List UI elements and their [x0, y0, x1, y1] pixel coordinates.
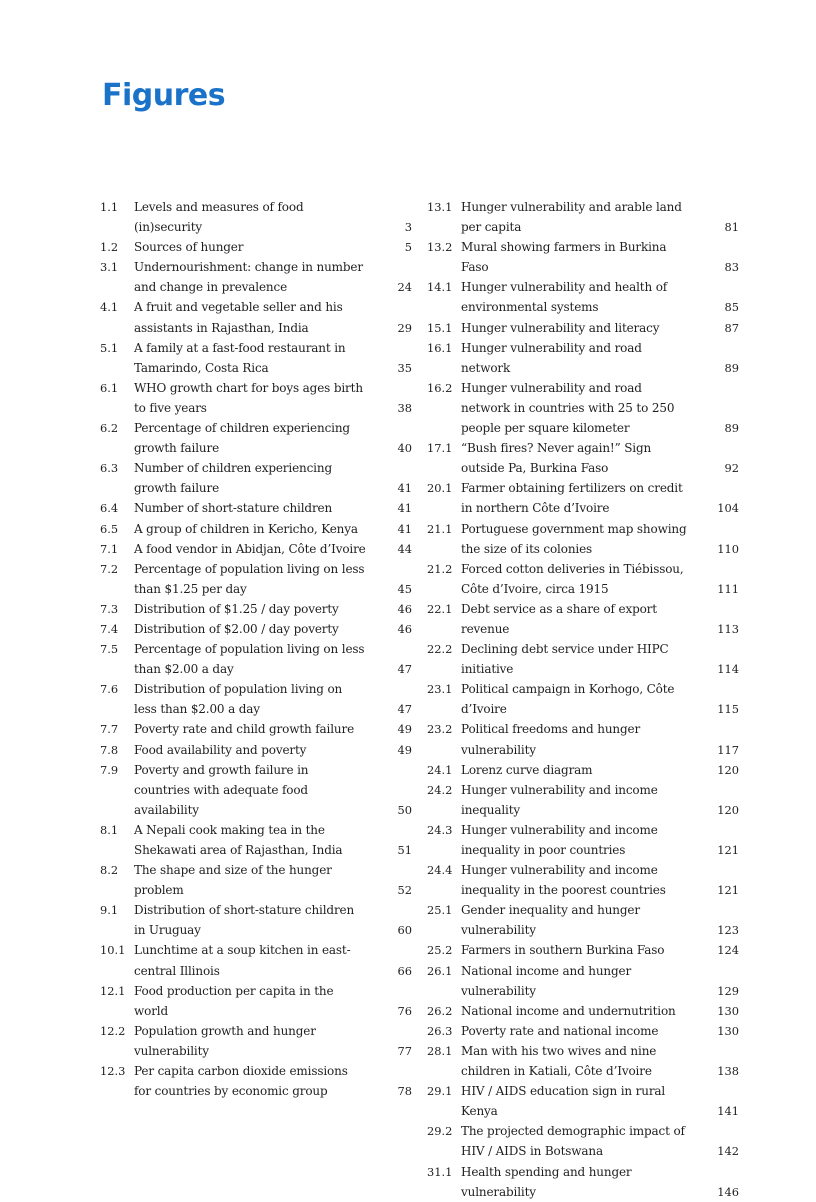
- figure-entry: [427, 1041, 739, 1081]
- figure-page-number: 115: [717, 702, 739, 717]
- figure-number: 12.3: [100, 1064, 126, 1079]
- figure-number: 9.1: [100, 903, 119, 918]
- figure-entry: [100, 1021, 412, 1061]
- figure-entry: [100, 197, 412, 237]
- figure-page-number: 117: [717, 742, 739, 757]
- figure-entry: [100, 900, 412, 940]
- figure-title: Percentage of children experiencing growth failure: [134, 421, 350, 456]
- figure-page-number: 47: [397, 702, 412, 717]
- figure-entry: [100, 639, 412, 679]
- figure-page-number: 5: [404, 240, 412, 255]
- figure-title: Per capita carbon dioxide emissions for countries by economic group: [134, 1064, 348, 1099]
- figure-title: Farmer obtaining fertilizers on credit in northern Côte d’Ivoire: [461, 481, 683, 516]
- figure-entry: [427, 559, 739, 599]
- figure-entry: [427, 277, 739, 317]
- figure-entry: [427, 780, 739, 820]
- figure-number: 6.3: [100, 461, 119, 476]
- figure-entry: [427, 679, 739, 719]
- figure-title: National income and hunger vulnerability: [461, 963, 632, 998]
- figure-number: 1.2: [100, 240, 119, 255]
- figure-page-number: 81: [724, 220, 739, 235]
- figure-page-number: 138: [717, 1064, 739, 1079]
- figure-number: 7.1: [100, 541, 119, 556]
- figure-number: 29.2: [427, 1124, 453, 1139]
- figure-entry: [427, 1121, 739, 1161]
- figure-number: 12.1: [100, 983, 126, 998]
- figure-entry: [100, 519, 412, 539]
- figure-title: Levels and measures of food (in)security: [134, 200, 304, 235]
- figure-page-number: 104: [717, 501, 739, 516]
- figure-page-number: 87: [724, 320, 739, 335]
- figure-title: Hunger vulnerability and income inequality in poor countries: [461, 822, 658, 857]
- figure-title: A food vendor in Abidjan, Côte d’Ivoire: [134, 541, 366, 556]
- figure-page-number: 46: [397, 601, 412, 616]
- figure-page-number: 50: [397, 802, 412, 817]
- figure-number: 26.3: [427, 1023, 453, 1038]
- figure-entry: [427, 237, 739, 277]
- figure-page-number: 78: [397, 1084, 412, 1099]
- figure-title: Undernourishment: change in number and change in prevalence: [134, 260, 363, 295]
- figure-page-number: 46: [397, 621, 412, 636]
- figure-title: Declining debt service under HIPC initiative: [461, 642, 669, 677]
- figure-title: Lunchtime at a soup kitchen in east-central Illinois: [134, 943, 351, 978]
- figure-entry: [427, 639, 739, 679]
- figure-title: Hunger vulnerability and income inequality: [461, 782, 658, 817]
- figure-entry: [427, 197, 739, 237]
- figure-page-number: 83: [724, 260, 739, 275]
- figure-entry: [100, 599, 412, 619]
- figure-title: Poverty rate and child growth failure: [134, 722, 355, 737]
- figure-number: 8.1: [100, 822, 119, 837]
- figure-entry: [100, 559, 412, 599]
- figure-number: 12.2: [100, 1023, 126, 1038]
- figure-page-number: 51: [397, 843, 412, 857]
- figure-page-number: 110: [717, 541, 739, 556]
- figure-entry: [100, 458, 412, 498]
- figure-page-number: 41: [397, 521, 412, 536]
- figure-page-number: 121: [717, 843, 739, 857]
- figure-number: 13.1: [427, 200, 453, 214]
- figure-title: HIV / AIDS education sign in rural Kenya: [461, 1084, 666, 1119]
- figure-page-number: 41: [397, 481, 412, 496]
- figure-number: 4.1: [100, 300, 119, 315]
- figure-number: 15.1: [427, 320, 453, 335]
- figure-page-number: 35: [397, 360, 412, 375]
- figure-title: Health spending and hunger vulnerability: [461, 1164, 632, 1199]
- figure-number: 21.1: [427, 521, 453, 536]
- figure-title: Hunger vulnerability and income inequality in the poorest countries: [461, 863, 666, 898]
- figure-number: 17.1: [427, 441, 453, 456]
- figure-list-right: [427, 197, 739, 1202]
- figure-number: 7.8: [100, 742, 119, 757]
- figure-title: Hunger vulnerability and road network in countries with 25 to 250 people per square kilometer: [461, 380, 675, 436]
- figure-title: Distribution of $2.00 / day poverty: [134, 621, 339, 636]
- figure-title: Debt service as a share of export revenue: [461, 601, 657, 636]
- figure-number: 7.9: [100, 762, 119, 777]
- figure-title: Food availability and poverty: [134, 742, 307, 757]
- figure-number: 20.1: [427, 481, 453, 496]
- figure-title: Gender inequality and hunger vulnerability: [461, 903, 640, 938]
- figure-title: Hunger vulnerability and health of environmental systems: [461, 280, 668, 315]
- figure-title: Percentage of population living on less than $2.00 a day: [134, 642, 365, 677]
- figure-page-number: 146: [717, 1184, 739, 1199]
- figure-page-number: 130: [717, 1023, 739, 1038]
- figure-entry: [100, 297, 412, 337]
- figure-number: 24.2: [427, 782, 453, 797]
- figure-number: 24.4: [427, 863, 453, 878]
- figure-page-number: 45: [397, 581, 412, 596]
- figure-page-number: 120: [717, 802, 739, 817]
- figure-number: 6.4: [100, 501, 119, 516]
- figure-page-number: 92: [724, 461, 739, 476]
- figure-entry: [100, 760, 412, 820]
- figure-page-number: 66: [397, 963, 412, 978]
- figure-title: Hunger vulnerability and road network: [461, 340, 642, 375]
- figure-number: 16.2: [427, 380, 453, 395]
- figure-number: 22.1: [427, 601, 453, 616]
- figure-number: 16.1: [427, 340, 453, 355]
- figure-entry: [427, 478, 739, 518]
- figure-page-number: 129: [717, 983, 739, 998]
- figure-entry: [427, 900, 739, 940]
- figure-entry: [100, 860, 412, 900]
- figure-number: 24.1: [427, 762, 453, 777]
- figure-number: 13.2: [427, 240, 453, 255]
- figure-title: Food production per capita in the world: [134, 983, 334, 1018]
- figure-number: 22.2: [427, 642, 453, 657]
- figure-number: 1.1: [100, 200, 119, 214]
- figure-page-number: 76: [397, 1003, 412, 1018]
- figure-entry: [100, 338, 412, 378]
- figure-number: 6.1: [100, 380, 119, 395]
- figure-entry: [427, 1021, 739, 1041]
- figure-number: 14.1: [427, 280, 453, 295]
- figure-entry: [427, 940, 739, 960]
- figure-page-number: 49: [397, 742, 412, 757]
- figure-title: The shape and size of the hunger problem: [134, 863, 332, 898]
- figure-entry: [100, 940, 412, 980]
- figure-entry: [427, 1081, 739, 1121]
- figure-title: Political campaign in Korhogo, Côte d’Ivoire: [461, 682, 675, 717]
- figure-page-number: 38: [397, 400, 412, 415]
- figure-number: 23.1: [427, 682, 453, 697]
- figure-entry: [100, 539, 412, 559]
- figure-entry: [100, 257, 412, 297]
- figure-page-number: 141: [717, 1104, 739, 1119]
- figure-entry: [427, 599, 739, 639]
- figure-entry: [427, 760, 739, 780]
- figure-page-number: 41: [397, 501, 412, 516]
- figure-number: 7.7: [100, 722, 119, 737]
- figure-entry: [427, 719, 739, 759]
- figure-entry: [100, 981, 412, 1021]
- figure-number: 7.2: [100, 561, 119, 576]
- figure-title: Man with his two wives and nine children in Katiali, Côte d’Ivoire: [461, 1043, 657, 1079]
- figure-entry: [100, 378, 412, 418]
- figure-title: Distribution of $1.25 / day poverty: [134, 601, 339, 616]
- figure-title: Hunger vulnerability and arable land per capita: [461, 200, 682, 235]
- figure-title: WHO growth chart for boys ages birth to five years: [134, 380, 363, 415]
- figure-number: 5.1: [100, 340, 119, 355]
- figure-number: 7.5: [100, 642, 119, 657]
- figure-number: 7.6: [100, 682, 119, 697]
- figure-list-left: [100, 197, 412, 1101]
- figure-title: Poverty and growth failure in countries with adequate food availability: [134, 762, 309, 817]
- figure-title: National income and undernutrition: [461, 1003, 676, 1018]
- figure-page-number: 89: [724, 360, 739, 375]
- figure-title: Distribution of short-stature children in Uruguay: [134, 903, 355, 938]
- figure-title: Population growth and hunger vulnerability: [134, 1023, 316, 1058]
- figure-number: 21.2: [427, 561, 453, 576]
- figure-entry: [427, 820, 739, 860]
- figure-entry: [427, 378, 739, 438]
- figure-entry: [427, 519, 739, 559]
- figure-page-number: 60: [397, 923, 412, 938]
- figure-number: 25.1: [427, 903, 453, 918]
- figure-entry: [100, 237, 412, 257]
- figure-number: 7.4: [100, 621, 119, 636]
- figure-page-number: 124: [717, 943, 739, 958]
- figure-entry: [427, 1001, 739, 1021]
- page-title: Figures: [102, 78, 226, 113]
- figure-number: 23.2: [427, 722, 453, 737]
- figure-entry: [100, 619, 412, 639]
- figure-title: Lorenz curve diagram: [461, 762, 593, 777]
- figure-number: 8.2: [100, 863, 119, 878]
- figure-title: Percentage of population living on less than $1.25 per day: [134, 561, 365, 596]
- figure-page-number: 44: [397, 541, 412, 556]
- figure-page-number: 113: [717, 621, 739, 636]
- figure-page-number: 40: [397, 441, 412, 456]
- figure-entry: [100, 719, 412, 739]
- figure-page-number: 142: [717, 1144, 739, 1159]
- figure-entry: [427, 338, 739, 378]
- figure-number: 25.2: [427, 943, 453, 958]
- figure-number: 6.2: [100, 421, 119, 436]
- figure-number: 29.1: [427, 1084, 453, 1099]
- figure-entry: [100, 418, 412, 458]
- figure-page-number: 24: [397, 280, 412, 295]
- figure-title: Number of short-stature children: [134, 501, 333, 516]
- figure-page-number: 111: [717, 581, 739, 596]
- figure-page-number: 47: [397, 662, 412, 677]
- figure-entry: [427, 438, 739, 478]
- figure-title: Hunger vulnerability and literacy: [461, 320, 660, 335]
- figure-page-number: 29: [397, 320, 412, 335]
- figure-title: “Bush fires? Never again!” Sign outside Pa, Burkina Faso: [461, 441, 652, 476]
- figure-entry: [100, 740, 412, 760]
- figure-number: 26.1: [427, 963, 453, 978]
- figure-page-number: 114: [717, 662, 739, 677]
- figure-title: Distribution of population living on less than $2.00 a day: [134, 682, 343, 717]
- figure-page-number: 89: [724, 421, 739, 436]
- figure-title: Mural showing farmers in Burkina Faso: [461, 240, 667, 275]
- figure-entry: [100, 498, 412, 518]
- figure-page-number: 85: [724, 300, 739, 315]
- figure-title: Number of children experiencing growth failure: [134, 461, 332, 496]
- figure-entry: [100, 820, 412, 860]
- figure-title: Sources of hunger: [134, 240, 244, 255]
- figure-number: 31.1: [427, 1164, 453, 1179]
- figure-title: A fruit and vegetable seller and his assistants in Rajasthan, India: [134, 300, 343, 335]
- figure-entry: [427, 318, 739, 338]
- figure-number: 3.1: [100, 260, 119, 275]
- figure-title: The projected demographic impact of HIV / AIDS in Botswana: [461, 1124, 685, 1159]
- figure-title: Poverty rate and national income: [461, 1023, 659, 1038]
- figure-number: 24.3: [427, 822, 453, 837]
- figure-entry: [100, 1061, 412, 1101]
- figure-entry: [427, 1162, 739, 1202]
- figure-number: 26.2: [427, 1003, 453, 1018]
- figure-page-number: 77: [397, 1043, 412, 1058]
- figure-entry: [427, 961, 739, 1001]
- figure-entry: [427, 860, 739, 900]
- figure-title: A Nepali cook making tea in the Shekawati area of Rajasthan, India: [134, 822, 343, 857]
- figure-page-number: 130: [717, 1003, 739, 1018]
- figure-title: A family at a fast-food restaurant in Tamarindo, Costa Rica: [134, 340, 346, 375]
- figure-number: 7.3: [100, 601, 119, 616]
- figure-entry: [100, 679, 412, 719]
- figure-title: A group of children in Kericho, Kenya: [134, 521, 358, 536]
- figure-page-number: 52: [397, 883, 412, 898]
- figure-title: Political freedoms and hunger vulnerability: [461, 722, 641, 757]
- figure-page-number: 3: [404, 220, 412, 235]
- figure-number: 10.1: [100, 943, 126, 958]
- figure-page-number: 123: [717, 923, 739, 938]
- figure-number: 6.5: [100, 521, 119, 536]
- figure-title: Portuguese government map showing the size of its colonies: [461, 521, 687, 556]
- figure-number: 28.1: [427, 1043, 453, 1058]
- figure-title: Forced cotton deliveries in Tiébissou, Côte d’Ivoire, circa 1915: [461, 561, 684, 596]
- figure-page-number: 49: [397, 722, 412, 737]
- figure-title: Farmers in southern Burkina Faso: [461, 943, 665, 958]
- figure-page-number: 121: [717, 883, 739, 898]
- figure-page-number: 120: [717, 762, 739, 777]
